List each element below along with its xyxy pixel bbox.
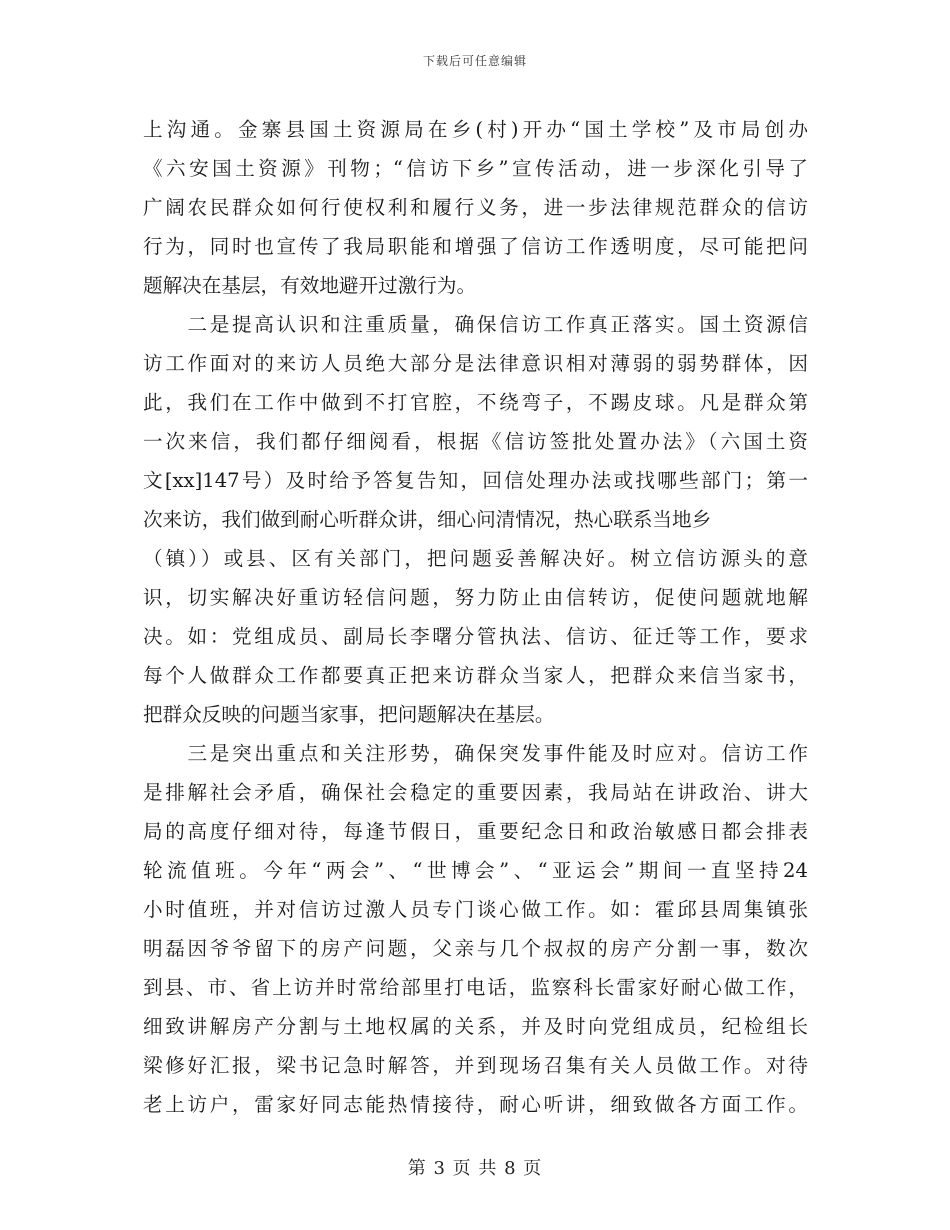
text-line: 广阔农民群众如何行使权利和履行义务，进一步法律规范群众的信访 bbox=[143, 196, 808, 219]
text-line: 小时值班，并对信访过激人员专门谈心做工作。如：霍邱县周集镇张 bbox=[143, 898, 808, 921]
text-line: 是排解社会矛盾，确保社会稳定的重要因素，我局站在讲政治、讲大 bbox=[143, 781, 808, 804]
text-line: 一次来信，我们都仔细阅看，根据《信访签批处置办法》（六国土资 bbox=[143, 430, 808, 453]
text-line: 此，我们在工作中做到不打官腔，不绕弯子，不踢皮球。凡是群众第 bbox=[143, 391, 808, 414]
text-line: 识，切实解决好重访轻信问题，努力防止由信转访，促使问题就地解 bbox=[143, 586, 808, 609]
document-body bbox=[143, 110, 808, 1124]
text-line: 二是提高认识和注重质量，确保信访工作真正落实。国土资源信 bbox=[143, 313, 808, 336]
page-header: 下载后可任意编辑 bbox=[422, 54, 527, 68]
text-line: 老上访户，雷家好同志能热情接待，耐心听讲，细致做各方面工作。 bbox=[143, 1093, 808, 1116]
text-line: 题解决在基层，有效地避开过激行为。 bbox=[143, 274, 477, 297]
text-line: 每个人做群众工作都要真正把来访群众当家人，把群众来信当家书， bbox=[143, 664, 808, 687]
text-line: 访工作面对的来访人员绝大部分是法律意识相对薄弱的弱势群体，因 bbox=[143, 352, 808, 375]
text-line: 细致讲解房产分割与土地权属的关系，并及时向党组成员，纪检组长 bbox=[143, 1015, 808, 1038]
text-line: （镇））或县、区有关部门，把问题妥善解决好。树立信访源头的意 bbox=[143, 547, 808, 570]
text-line: 局的高度仔细对待，每逢节假日，重要纪念日和政治敏感日都会排表 bbox=[143, 820, 808, 843]
text-line: 文[xx]147号）及时给予答复告知，回信处理办法或找哪些部门；第一 bbox=[143, 469, 808, 492]
text-line: 到县、市、省上访并时常给部里打电话，监察科长雷家好耐心做工作， bbox=[143, 976, 808, 999]
text-line: 行为，同时也宣传了我局职能和增强了信访工作透明度，尽可能把问 bbox=[143, 235, 808, 258]
text-line: 明磊因爷爷留下的房产问题，父亲与几个叔叔的房产分割一事，数次 bbox=[143, 937, 808, 960]
text-line: 次来访，我们做到耐心听群众讲，细心问清情况，热心联系当地乡 bbox=[143, 508, 712, 531]
text-line: 轮流值班。今年“两会”、“世博会”、“亚运会”期间一直坚持24 bbox=[143, 859, 808, 882]
text-line: 上沟通。金寨县国土资源局在乡(村)开办“国土学校”及市局创办 bbox=[143, 118, 808, 141]
text-line: 三是突出重点和关注形势，确保突发事件能及时应对。信访工作 bbox=[143, 742, 808, 765]
text-line: 把群众反映的问题当家事，把问题解决在基层。 bbox=[143, 703, 555, 726]
text-line: 决。如：党组成员、副局长李曙分管执法、信访、征迁等工作，要求 bbox=[143, 625, 808, 648]
text-line: 梁修好汇报，梁书记急时解答，并到现场召集有关人员做工作。对待 bbox=[143, 1054, 808, 1077]
page-number: 第 3 页 共 8 页 bbox=[407, 1158, 543, 1179]
text-line: 《六安国土资源》刊物；“信访下乡”宣传活动，进一步深化引导了 bbox=[143, 157, 808, 180]
